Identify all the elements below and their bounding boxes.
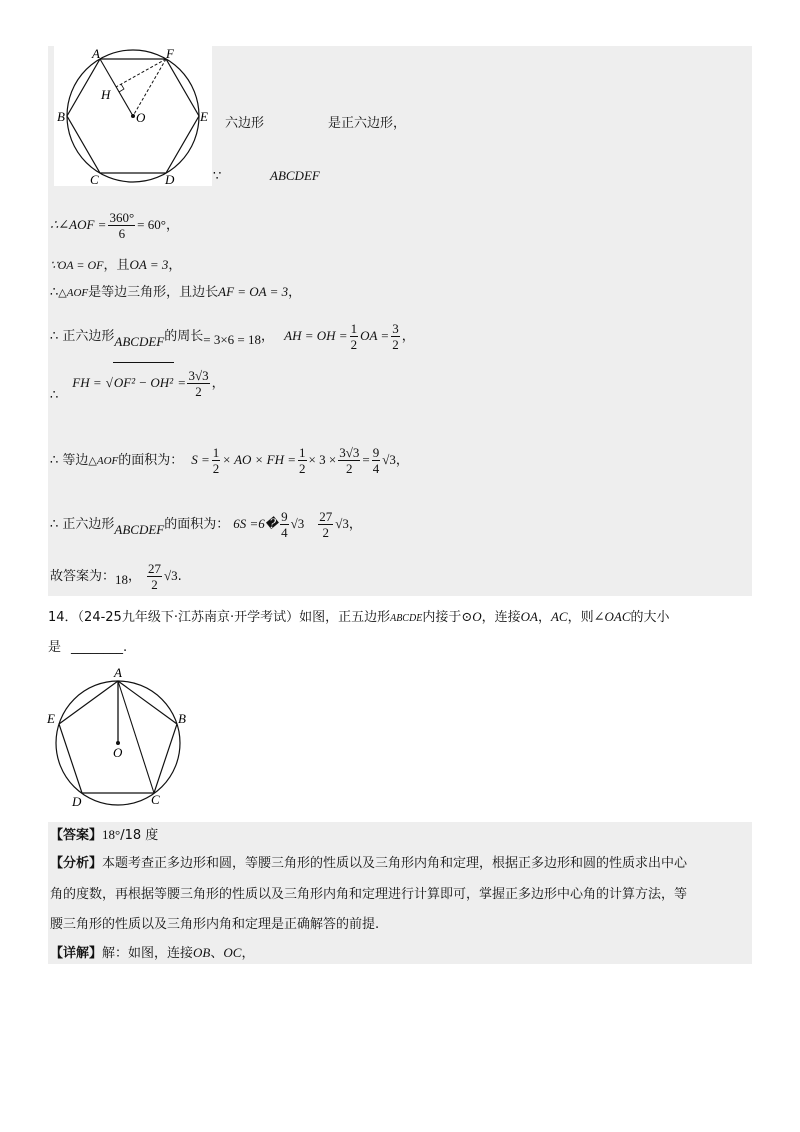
l7-frac3 — [338, 445, 360, 476]
answer-tag: 【答案】 — [50, 828, 103, 843]
l5-k: 2 — [392, 337, 399, 352]
l7-l: 2 — [346, 461, 353, 476]
fig1-label-e: E — [200, 109, 208, 124]
detail-oc: OC — [223, 945, 242, 960]
l8-b: ABCDEF — [114, 522, 165, 537]
detail-end: ， — [241, 946, 255, 961]
l8-frac1 — [280, 509, 289, 540]
q14-source: （24-25九年级下·江苏南京·开学考试）如图，正五边形 — [77, 610, 391, 625]
l4-a: ∴ — [50, 285, 59, 300]
l3-a: ∵OA = OF — [50, 258, 104, 272]
fig2-label-o: O — [113, 745, 123, 760]
detail-tag: 【详解】 — [50, 946, 103, 961]
q14-angle: ∠OAC — [593, 609, 631, 624]
l8-i: 2 — [322, 525, 329, 540]
l8-c: 的面积为： — [164, 517, 230, 532]
line-oa-of — [50, 256, 181, 275]
analysis-line1 — [50, 855, 687, 873]
l5-i: OA = — [360, 328, 390, 343]
detail-line — [50, 944, 254, 963]
l4-c: 是等边三角形，且边长 — [88, 285, 219, 300]
l5-h: 2 — [350, 337, 358, 352]
l2-pre: ∴∠AOF = — [50, 217, 107, 232]
l2-den: 6 — [118, 226, 126, 241]
q14-size: 的大小 — [630, 610, 670, 625]
l6-b: FH = — [72, 375, 102, 390]
answer-line — [50, 826, 158, 845]
l3-b: ，且 — [103, 258, 130, 273]
l7-frac4 — [372, 445, 381, 476]
answer-value: 18° — [102, 827, 121, 842]
q14-conn: ，连接 — [481, 610, 521, 625]
q14-mid: 内接于 — [422, 610, 462, 625]
analysis-tag: 【分析】 — [50, 856, 103, 871]
q14-number: 14． — [48, 610, 78, 625]
line-final-answer — [50, 556, 182, 600]
sqrt-symbol: √ — [105, 375, 113, 390]
l5-g: 1 — [350, 321, 358, 336]
l7-frac2 — [298, 445, 307, 476]
is-regular-hexagon: 是正六边形， — [328, 116, 407, 131]
q14-pentagon-name: ABCDE — [390, 613, 423, 624]
l2-num: 360° — [109, 210, 135, 225]
l7-a: ∴ 等边 — [50, 453, 89, 468]
l4-d: AF = OA = 3 — [218, 284, 289, 299]
pentagon-figure — [44, 664, 202, 810]
l9-e: 2 — [151, 577, 158, 592]
analysis-line2: 角的度数，再根据等腰三角形的性质以及三角形内角和定理进行计算即可，掌握正多边形中心角的计算方法，等 — [50, 887, 688, 902]
because-symbol: ∵ — [213, 169, 222, 184]
fig2-label-d: D — [72, 794, 82, 809]
analysis-line3: 腰三角形的性质以及三角形内角和定理是正确解答的前提. — [50, 917, 380, 932]
fig1-label-o: O — [136, 110, 146, 125]
l9-a: 故答案为： — [50, 569, 116, 584]
detail-sep: 、 — [210, 946, 224, 961]
l6-a: ∴ — [50, 388, 59, 403]
q14-then: ，则 — [567, 610, 594, 625]
l6-e: 3√3 — [188, 368, 209, 383]
fig2-label-e: E — [47, 711, 55, 726]
l5-d: = 3×6 = 18 — [203, 332, 261, 347]
l7-e: 1 — [212, 445, 220, 460]
l7-i: 2 — [299, 461, 306, 476]
l5-b: ABCDEF — [114, 334, 165, 349]
fig1-label-h: H — [101, 87, 111, 102]
l5-a: ∴ 正六边形 — [50, 329, 115, 344]
hexagon-figure — [54, 46, 212, 186]
fig1-label-f: F — [166, 46, 174, 61]
line-equilateral — [50, 283, 301, 302]
l7-j: × 3 × — [308, 452, 337, 467]
l5-f: AH = OH = — [284, 328, 348, 343]
l8-a: ∴ 正六边形 — [50, 517, 115, 532]
line-fh — [50, 362, 225, 416]
l7-frac1 — [212, 445, 221, 476]
fig1-label-b: B — [57, 109, 65, 124]
line-area-triangle — [50, 440, 409, 481]
l6-frac — [187, 368, 209, 399]
l3-d: ， — [168, 258, 182, 273]
line-angle-aof — [50, 205, 179, 246]
q14-ac: AC — [550, 609, 568, 624]
l7-m: = — [362, 452, 370, 467]
l7-f: 2 — [212, 461, 220, 476]
l8-g: √3 — [290, 516, 305, 531]
hexagon-name: ABCDEF — [270, 168, 320, 183]
l4-b: △AOF — [58, 287, 89, 299]
l7-h: 1 — [299, 445, 306, 460]
l3-c: OA = 3 — [129, 257, 169, 272]
l8-k: ， — [348, 517, 362, 532]
l5-e: ， — [261, 329, 275, 344]
l5-frac1 — [350, 321, 359, 352]
l7-p: √3 — [382, 452, 396, 467]
l5-c: 的周长 — [164, 329, 204, 344]
q14-comma: ， — [537, 610, 551, 625]
detail-ob: OB — [193, 945, 211, 960]
l2-post: = 60°， — [137, 217, 179, 232]
detail-text: 解：如图，连接 — [102, 946, 194, 961]
l7-o: 4 — [372, 461, 380, 476]
l6-c: OF² − OH² — [113, 362, 174, 403]
l7-c: 的面积为： — [118, 453, 184, 468]
l9-g: . — [177, 569, 182, 584]
q14-oa: OA — [520, 609, 538, 624]
answer-value2: /18 度 — [120, 828, 159, 843]
l7-g: × AO × FH = — [222, 452, 297, 467]
q14-is: 是 — [48, 640, 62, 655]
analysis-text-1: 本题考查正多边形和圆，等腰三角形的性质以及三角形内角和定理，根据正多边形和圆的性质求出中心 — [102, 856, 688, 871]
l9-frac — [147, 561, 162, 592]
line-area-hexagon — [50, 504, 362, 550]
l9-d: 27 — [148, 561, 162, 576]
l8-j: √3 — [335, 516, 349, 531]
l6-d: = — [178, 375, 186, 390]
question-14-line2 — [48, 639, 127, 657]
l4-e: ， — [288, 285, 302, 300]
q14-circle: ⊙O — [461, 609, 482, 624]
fig1-label-d: D — [165, 172, 175, 186]
l5-j: 3 — [392, 321, 399, 336]
q14-dot: . — [123, 640, 128, 655]
l8-f: 4 — [281, 525, 288, 540]
l8-d: 6S =6� — [233, 516, 279, 531]
l5-frac2 — [391, 321, 400, 352]
l8-e: 9 — [281, 509, 288, 524]
l8-h: 27 — [319, 509, 333, 524]
question-14-line1 — [48, 608, 670, 628]
l7-k: 3√3 — [339, 445, 360, 460]
fig2-label-a: A — [114, 665, 122, 680]
l7-b: △AOF — [88, 455, 119, 467]
l9-f: √3 — [164, 568, 178, 583]
q14-answer-blank: ________ — [71, 640, 124, 655]
l2-frac — [108, 210, 135, 241]
l8-frac2 — [318, 509, 333, 540]
l5-l: ， — [401, 329, 415, 344]
hexagon-label: 六边形 — [225, 116, 265, 131]
l9-b: 18 — [115, 572, 129, 587]
l7-n: 9 — [372, 445, 380, 460]
l7-d: S = — [191, 452, 210, 467]
fig2-label-c: C — [151, 792, 160, 807]
l9-c: ， — [128, 569, 142, 584]
l6-f: 2 — [195, 384, 202, 399]
fig2-label-b: B — [178, 711, 186, 726]
fig1-label-a: A — [92, 46, 100, 61]
l6-g: ， — [211, 376, 225, 391]
fig1-label-c: C — [90, 172, 99, 186]
line-perimeter — [50, 318, 415, 360]
l7-q: ， — [395, 453, 409, 468]
